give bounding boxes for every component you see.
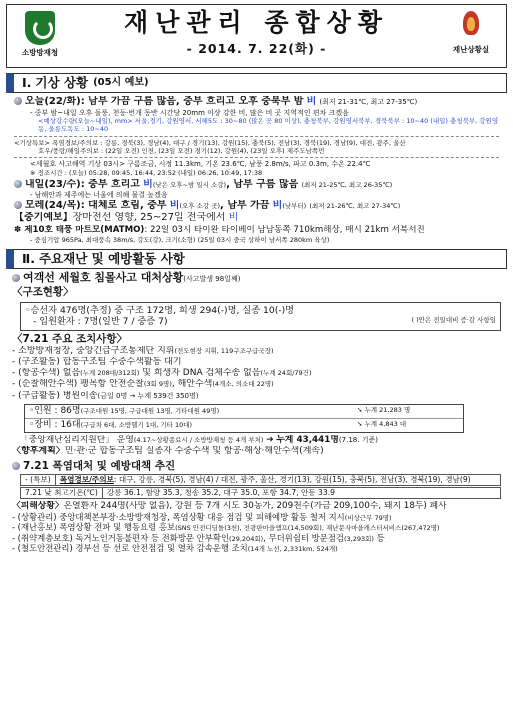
disaster-block <box>6 269 507 554</box>
section-subtitle: (05시 예보) <box>93 76 149 88</box>
action-2: - (구조활동) 합동구조팀 수중수색활동 대기 <box>12 356 182 367</box>
bullet-icon <box>12 274 20 282</box>
midterm-rain: 비 <box>228 212 239 224</box>
personnel-total: ➘ 누계 21,283 명 <box>357 405 411 414</box>
agency-logo <box>11 9 69 63</box>
action-3-count: (누계 208대/312회) <box>80 369 140 378</box>
equip-label: ◦장비 : 16대 <box>29 420 81 431</box>
future-plan <box>12 446 501 457</box>
personnel-detail: (구조대원 15명, 구급대원 13명, 기타대원 49명) <box>80 406 220 415</box>
shield-icon <box>25 11 55 45</box>
heat-temp-row <box>20 487 501 499</box>
plan-heading: 〈향후계획〉 <box>12 446 65 457</box>
personnel-label: ◦인원 : 86명 <box>29 405 81 416</box>
section-number: Ⅱ. <box>22 250 35 266</box>
action-4-coast-count: (4개소, 의소대 22명) <box>212 380 274 389</box>
heat-warning-label: - (특보) <box>21 475 56 485</box>
dayafter-rain-detail: (오후 소강 곳) <box>179 201 221 210</box>
typhoon-info <box>14 225 499 236</box>
action-1-text: - 소방방재청장, 중앙긴급구조통제단 지휘 <box>12 345 175 356</box>
bullet-icon <box>14 97 22 105</box>
equip-total: ➘ 누계 4,843 대 <box>357 420 407 429</box>
action-4-coast: , 해안수색 <box>171 379 213 390</box>
measure-1: - (상황관리) 중앙대책본부장·소방방재청장, 폭염상황 대응 점검 및 피해예방 활동 철저 지시(비상근무 79명) <box>12 511 392 522</box>
divider <box>14 136 499 137</box>
support-detail: (4.17~상황종료시 / 소방방재청 등 4개 부처) <box>133 436 264 445</box>
heat-heading <box>12 460 501 473</box>
equip-detail: (구급차 6대, 소방헬기 1대, 기타 10대) <box>80 421 193 430</box>
section-title: 기상 상황 <box>35 75 89 91</box>
tomorrow-label: 내일(23/수) <box>25 178 81 190</box>
action-1 <box>12 346 501 357</box>
report-header <box>6 4 507 68</box>
agency-label: 소방방재청 <box>21 48 59 57</box>
bullet-icon <box>14 180 22 188</box>
damage-heading: 〈피해상황〉 <box>12 500 64 511</box>
warning-line-2: 호우/풍랑/해일주의보 : (22일 오전) 인천, (23일 오전) 경기(12), 강원(4), (23일 오후) 제주도남쪽먼 <box>38 146 325 155</box>
measure-2: - (재난홍보) 폭염상황 전파 및 행동요령 홍보(SNS 안전디딤돌(3천), 전광판마을앰프(14,509회), 재난문자마을캐스터서비스(267,472명) <box>12 522 440 533</box>
ferry-sub: (사고발생 98일째) <box>183 274 241 283</box>
today-label: 오늘(22/화) <box>25 96 81 107</box>
dayafter-rain2: 비 <box>272 199 283 211</box>
resource-row-equipment <box>25 419 463 432</box>
heat-temp-text: 강릉 36.1, 함양 35.3, 청송 35.2, 대구 35.0, 포항 34.7, 안동 33.9 <box>106 488 335 498</box>
dayafter-summary: : 대체로 흐림, 중부 <box>80 199 167 211</box>
action-3-dna: 및 희생자 DNA 검체수송 없음 <box>142 368 261 379</box>
report-date: - 2014. 7. 22(화) - <box>186 41 327 57</box>
typhoon-text: : 22일 03시 타이완 타이베이 남남동쪽 710km해상, 매시 21km 서북서진 <box>144 224 425 235</box>
action-5 <box>12 391 501 402</box>
tomorrow-forecast <box>14 179 499 192</box>
dayafter-rain2-detail: (낮부터) <box>282 201 307 210</box>
support-line: 「중앙재난심리지원단」 운영(4.17~상황종료시 / 소방방재청 등 4개 부처) ➔ 누계 43,441명(7.18. 기준) <box>20 435 378 446</box>
bullet-icon <box>14 201 22 209</box>
today-rain: 비 <box>306 96 317 107</box>
action-3-dna-count: (누계 24회/79건) <box>260 369 312 378</box>
action-5-count: (금일 0명 → 누계 539건 350명) <box>97 391 199 400</box>
support-date: (7.18. 기준) <box>338 436 378 445</box>
support-text: 「중앙재난심리지원단」 운영 <box>20 435 134 446</box>
rescue-note: ( )안은 전일대비 증·감 사항임 <box>411 316 496 325</box>
today-temp: (최저 21-31℃, 최고 27-35℃) <box>319 98 418 106</box>
midterm-text: 장마전선 영향, 25~27일 전국에서 <box>72 212 226 224</box>
divider <box>14 157 499 158</box>
damage-text: 온열환자 244명(사망 없음), 강원 등 7개 시도 30농가, 209천수(가금 209,100수, 돼지 18두) 폐사 <box>63 500 447 511</box>
rescue-box <box>20 302 501 331</box>
measure-4: - (철도안전관리) 경부선 등 선로 안전점검 및 열차 감속운행 조치(14개 노선, 2,331km, 524개) <box>12 543 338 554</box>
support-total: 누계 43,441명 <box>276 435 339 446</box>
section-disaster-header <box>6 249 507 269</box>
action-heading: 〈7.21 주요 조치사항〉 <box>12 332 128 345</box>
ferry-heading <box>12 271 501 285</box>
section-title: 주요재난 및 예방활동 사항 <box>38 250 185 266</box>
action-1-note: (전도현장 지휘, 119구조구급국장) <box>174 346 274 355</box>
dept-label: 재난상황실 <box>452 45 490 54</box>
rescue-line-2 <box>25 316 496 328</box>
action-5-text: - (구급활동) 병원이송 <box>12 390 98 401</box>
tomorrow-south: , 남부 구름 많음 <box>226 178 299 190</box>
sewol-weather-obs: <세월호 사고해역 기상 03시> 구름조금, 시정 11.3km, 기온 23.6℃, 남풍 2.8m/s, 파고 0.3m, 수온 22.4℃ <box>30 159 371 168</box>
dayafter-south: , 남부 가끔 <box>220 199 270 211</box>
flame-icon <box>451 9 491 39</box>
page-title: 재난관리 종합상황 <box>124 8 389 37</box>
heat-temp-label: 7.21 낮 최고기온(℃) <box>21 488 103 498</box>
section-number: Ⅰ. <box>22 75 32 91</box>
tide-times: ※ 정조시간 : (오늘) 05:28, 09:45, 16:44, 23:52 (내일) 06:26, 10:49, 17:38 <box>30 168 263 177</box>
measure-3: - (취약계층보호) 독거노인거동불편자 등 전화방문 안부확인(29,204회), 무더위쉼터 방문점검(3,293회) 등 <box>12 532 385 543</box>
resource-row-personnel <box>25 405 463 419</box>
heat-warning-row <box>20 474 501 486</box>
bullet-icon <box>12 462 20 470</box>
dept-logo <box>440 9 502 63</box>
today-forecast <box>14 96 499 109</box>
action-4-text: - (순찰해안수색) 팽목항 안전순찰 <box>12 379 144 390</box>
tomorrow-rain-detail: (낮은 오후~밤 일시 소강) <box>152 180 227 189</box>
rescue-line-1: ◦승선자 476명(추정) 중 구조 172명, 희생 294(-)명, 실종 10(-)명 <box>25 304 295 316</box>
typhoon-label: ✽ 제10호 태풍 마트모(MATMO) <box>14 224 145 235</box>
rain-forecast: <예상강수량(오늘~내일), mm> 서울,경기, 강원영서, 서해5도 : 30~80 (많은 곳 80 이상), 충청북부, 강원영서북부, 경북북부 : 10~40 (내일) 충청북부, 강원영동, 울릉도독도 : 10~40 <box>38 117 499 134</box>
heat-warning-text: 폭염경보/주의보: 대구, 강릉, 경북(5), 경남(4) / 대전, 광주, 울산, 경기(13), 강원(15), 충북(5), 전남(3), 경북(19), 경남(9) <box>59 475 471 485</box>
weather-block <box>6 93 507 244</box>
resource-table <box>24 404 464 434</box>
dayafter-forecast <box>14 200 499 213</box>
dayafter-temp: (최저 21-26℃, 최고 27-34℃) <box>309 201 401 210</box>
dayafter-label: 모레(24/목) <box>25 199 81 211</box>
plan-text: 민·관·군 합동구조팀 실종자 수중수색 및 항공·해상·해안수색(계속) <box>64 446 324 457</box>
midterm-forecast <box>14 212 499 225</box>
rescue-heading: 〈구조현황〉 <box>12 286 74 299</box>
midterm-label: 【중기예보】 <box>14 212 73 224</box>
typhoon-detail: - 중심기압 965Pa, 최대풍속 38m/s, 강도(강), 크기(소형) (25일 03시 중국 상하이 남서쪽 280km 육상) <box>30 235 330 244</box>
tomorrow-rain: 비 <box>143 178 153 190</box>
today-summary: : 남부 가끔 구름 많음, 중부 흐리고 오후 중북부 밤 <box>80 96 304 107</box>
action-4-count: (3회 9명) <box>143 380 172 389</box>
action-3 <box>12 368 501 379</box>
action-4 <box>12 379 501 390</box>
tomorrow-summary: : 중부 흐리고 <box>80 178 140 190</box>
heat-title: 7.21 폭염대처 및 예방대책 추진 <box>23 459 176 472</box>
rescue-inpatients: - 입원환자 : 7명(일반 7 / 중증 7) <box>33 316 168 328</box>
ferry-title: 여객선 세월호 침몰사고 대처상황 <box>23 270 184 284</box>
warning-line-1: <기상특보> 폭염경보/주의보 : 강릉, 경북(3), 경남(4), 대구 / 경기(13), 강원(15), 충북(5), 전남(3), 경북(19), 경남(9), 대전, 광주, 울산 <box>14 138 406 147</box>
tomorrow-detail: - 남해안과 제주에는 너울에 의해 물결 높겠음 <box>30 191 168 200</box>
dayafter-rain: 비 <box>169 199 180 211</box>
section-weather-header <box>6 73 507 93</box>
action-3-text: - (항공수색) 없음 <box>12 368 81 379</box>
damage-status <box>12 501 501 512</box>
today-detail: - 중부 밤~내일 오후 돌풍, 천둥·번개 동반 시간당 20mm 이상 강한 비, 많은 비 곳 지역적인 편차 크겠음 <box>30 108 349 117</box>
tomorrow-temp: (최저 21-25℃, 최고 26-35℃) <box>301 180 393 189</box>
